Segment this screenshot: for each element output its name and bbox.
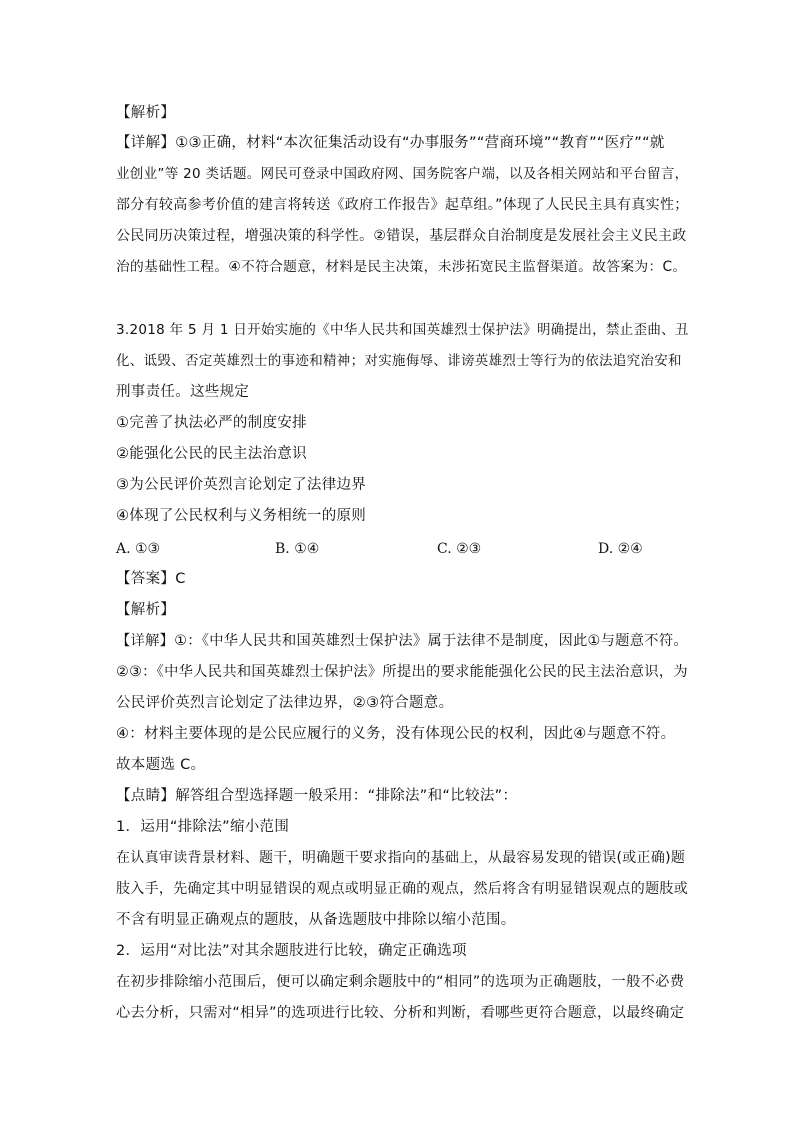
tips-heading: 【点睛】解答组合型选择题一般采用：“排除法”和“比较法”： — [116, 788, 518, 804]
analysis-heading-1: 【解析】 — [116, 105, 176, 121]
tips-line: 1．运用“排除法”缩小范围 — [116, 819, 290, 835]
statement-3: ③为公民评价英烈言论划定了法律边界 — [116, 477, 367, 493]
statement-1: ①完善了执法必严的制度安排 — [116, 415, 307, 431]
question-stem-line: 刑事责任。这些规定 — [116, 384, 250, 400]
question-stem-line: 化、诋毁、否定英雄烈士的事迹和精神；对实施侮辱、诽谤英雄烈士等行为的依法追究治安和 — [116, 353, 682, 369]
tips-line: 不含有明显正确观点的题肢，从备选题肢中排除以缩小范围。 — [116, 912, 516, 928]
option-d: D. ②④ — [598, 541, 643, 557]
analysis-line: 【详解】①：《中华人民共和国英雄烈士保护法》属于法律不是制度，因此①与题意不符。 — [116, 633, 688, 649]
analysis-line: 治的基础性工程。④不符合题意，材料是民主决策，未涉拓宽民主监督渠道。故答案为：C。 — [116, 259, 687, 275]
question-stem-line: 3.2018 年 5 月 1 日开始实施的《中华人民共和国英雄烈士保护法》明确提出，禁止歪曲、丑 — [116, 322, 689, 338]
analysis-line: 部分有较高参考价值的建言将转送《政府工作报告》起草组。”体现了人民民主具有真实性； — [116, 197, 689, 213]
analysis-line: 公民评价英烈言论划定了法律边界，②③符合题意。 — [116, 695, 454, 711]
analysis-line: 【详解】①③正确，材料“本次征集活动设有“办事服务”“营商环境”“教育”“医疗”“就 — [116, 135, 665, 151]
analysis-line: ④：材料主要体现的是公民应履行的义务，没有体现公民的权利，因此④与题意不符。 — [116, 726, 676, 742]
tips-line: 2．运用“对比法”对其余题肢进行比较，确定正确选项 — [116, 943, 467, 959]
analysis-line: 故本题选 C。 — [116, 757, 206, 773]
tips-line: 在初步排除缩小范围后，便可以确定剩余题肢中的“相同”的选项为正确题肢，一般不必费 — [116, 974, 685, 990]
option-c: C. ②③ — [437, 541, 482, 557]
tips-line: 肢入手，先确定其中明显错误的观点或明显正确的观点，然后将含有明显错误观点的题肢或 — [116, 881, 688, 897]
option-a: A. ①③ — [116, 541, 161, 557]
tips-line: 心去分析，只需对“相异”的选项进行比较、分析和判断，看哪些更符合题意，以最终确定 — [116, 1005, 685, 1021]
statement-2: ②能强化公民的民主法治意识 — [116, 446, 307, 462]
answer: 【答案】C — [116, 571, 186, 587]
analysis-line: 公民同历决策过程，增强决策的科学性。②错误，基层群众自治制度是发展社会主义民主政 — [116, 228, 687, 244]
analysis-heading-2: 【解析】 — [116, 602, 176, 618]
option-b: B. ①④ — [275, 541, 320, 557]
statement-4: ④体现了公民权利与义务相统一的原则 — [116, 508, 367, 524]
analysis-line: ②③：《中华人民共和国英雄烈士保护法》所提出的要求能能强化公民的民主法治意识，为 — [116, 664, 688, 680]
tips-line: 在认真审读背景材料、题干，明确题干要求指向的基础上，从最容易发现的错误(或正确)题 — [116, 850, 686, 866]
analysis-line: 业创业”等 20 类话题。网民可登录中国政府网、国务院客户端，以及各相关网站和平台留言， — [116, 166, 689, 182]
